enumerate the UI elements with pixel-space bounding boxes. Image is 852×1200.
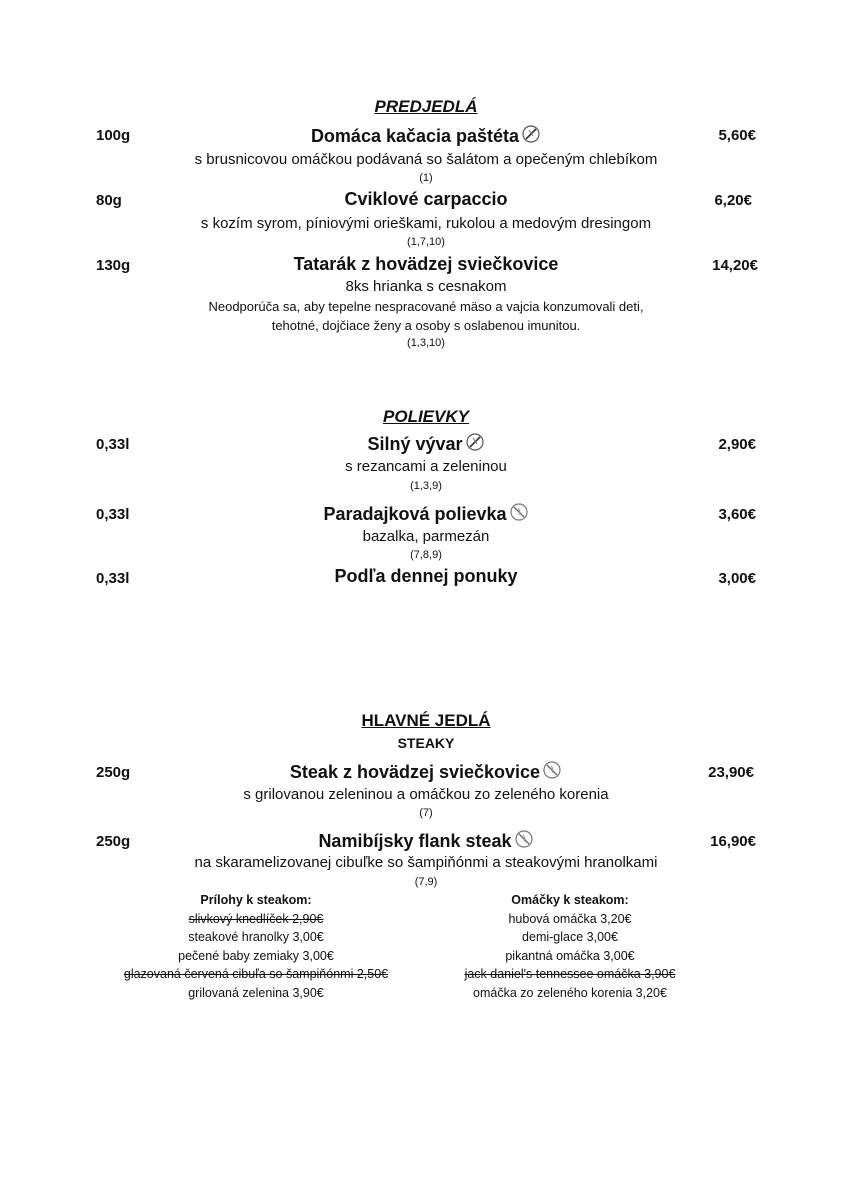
no-gluten-icon [521, 124, 541, 144]
item-name-text: Paradajková polievka [323, 504, 507, 524]
gluten-free-icon [509, 502, 529, 522]
item-allergens: (1,3,10) [407, 337, 445, 349]
item-weight: 100g [96, 127, 131, 144]
omacky-list [420, 891, 720, 1002]
section-subtitle-steaky: STEAKY [397, 735, 455, 751]
item-name: Tatarák z hovädzej sviečkovice [293, 254, 559, 274]
no-gluten-icon [465, 432, 485, 452]
item-price: 3,00€ [718, 570, 756, 587]
item-allergens: (1) [419, 172, 433, 184]
item-allergens: (1,3,9) [410, 480, 442, 492]
item-name: Podľa dennej ponuky [334, 566, 518, 586]
item-weight: 130g [96, 257, 131, 274]
item-allergens: (7,9) [414, 876, 438, 888]
list-item: demi-glace 3,00€ [522, 930, 618, 944]
item-description: s rezancami a zeleninou [345, 458, 507, 475]
item-price: 2,90€ [718, 436, 756, 453]
item-description: s grilovanou zeleninou a omáčkou zo zeleného korenia [243, 786, 609, 803]
item-name-text: Namibíjsky flank steak [318, 831, 512, 851]
item-description: s kozím syrom, píniovými orieškami, rukolou a medovým dresingom [200, 215, 652, 232]
item-weight: 250g [96, 764, 131, 781]
item-description: na skaramelizovanej cibuľke so šampiňónmi a steakovými hranolkami [194, 854, 658, 871]
item-price: 23,90€ [708, 764, 754, 781]
gluten-free-icon [542, 760, 562, 780]
item-price: 14,20€ [712, 257, 758, 274]
list-item: pikantná omáčka 3,00€ [505, 948, 635, 963]
item-price: 3,60€ [718, 506, 756, 523]
item-price: 16,90€ [710, 833, 756, 850]
item-name: Cviklové carpaccio [344, 189, 508, 209]
list-item: slivkový knedlíček 2,90€ [188, 911, 324, 926]
section-title-hlavne-jedla: HLAVNÉ JEDLÁ [361, 711, 491, 730]
item-allergens: (7,8,9) [410, 549, 442, 561]
item-weight: 0,33l [96, 506, 130, 523]
item-note: tehotné, dojčiace ženy a osoby s oslabenou imunitou. [271, 318, 581, 333]
item-note: Neodporúča sa, aby tepelne nespracované mäso a vajcia konzumovali deti, [208, 299, 644, 314]
section-title-polievky: POLIEVKY [383, 407, 469, 426]
list-item: steakové hranolky 3,00€ [188, 930, 324, 944]
item-name-text: Domáca kačacia paštéta [310, 126, 520, 146]
item-price: 6,20€ [714, 192, 752, 209]
list-item: hubová omáčka 3,20€ [508, 911, 632, 926]
item-price: 5,60€ [718, 127, 756, 144]
gluten-free-icon [514, 829, 534, 849]
item-allergens: (7) [419, 807, 433, 819]
list-item: pečené baby zemiaky 3,00€ [178, 948, 334, 963]
item-description: bazalka, parmezán [362, 528, 490, 545]
item-weight: 0,33l [96, 570, 130, 587]
item-description: 8ks hrianka s cesnakom [345, 278, 507, 295]
item-name-text: Steak z hovädzej sviečkovice [289, 762, 541, 782]
list-item: glazovaná červená cibuľa so šampiňónmi 2,50€ [123, 967, 389, 981]
list-item: jack daniel's tennessee omáčka 3,90€ [464, 967, 676, 981]
section-title-predjedla: PREDJEDLÁ [374, 97, 478, 116]
item-weight: 250g [96, 833, 131, 850]
prilohy-title: Prílohy k steakom: [200, 893, 312, 907]
item-name-text: Silný vývar [367, 434, 463, 454]
item-weight: 80g [96, 192, 122, 209]
item-weight: 0,33l [96, 436, 130, 453]
omacky-title: Omáčky k steakom: [511, 893, 629, 907]
list-item: omáčka zo zeleného korenia 3,20€ [473, 985, 667, 1000]
item-allergens: (1,7,10) [407, 236, 445, 248]
prilohy-list [96, 891, 416, 1002]
item-description: s brusnicovou omáčkou podávaná so šalátom a opečeným chlebíkom [194, 151, 658, 168]
list-item: grilovaná zelenina 3,90€ [188, 985, 324, 1000]
